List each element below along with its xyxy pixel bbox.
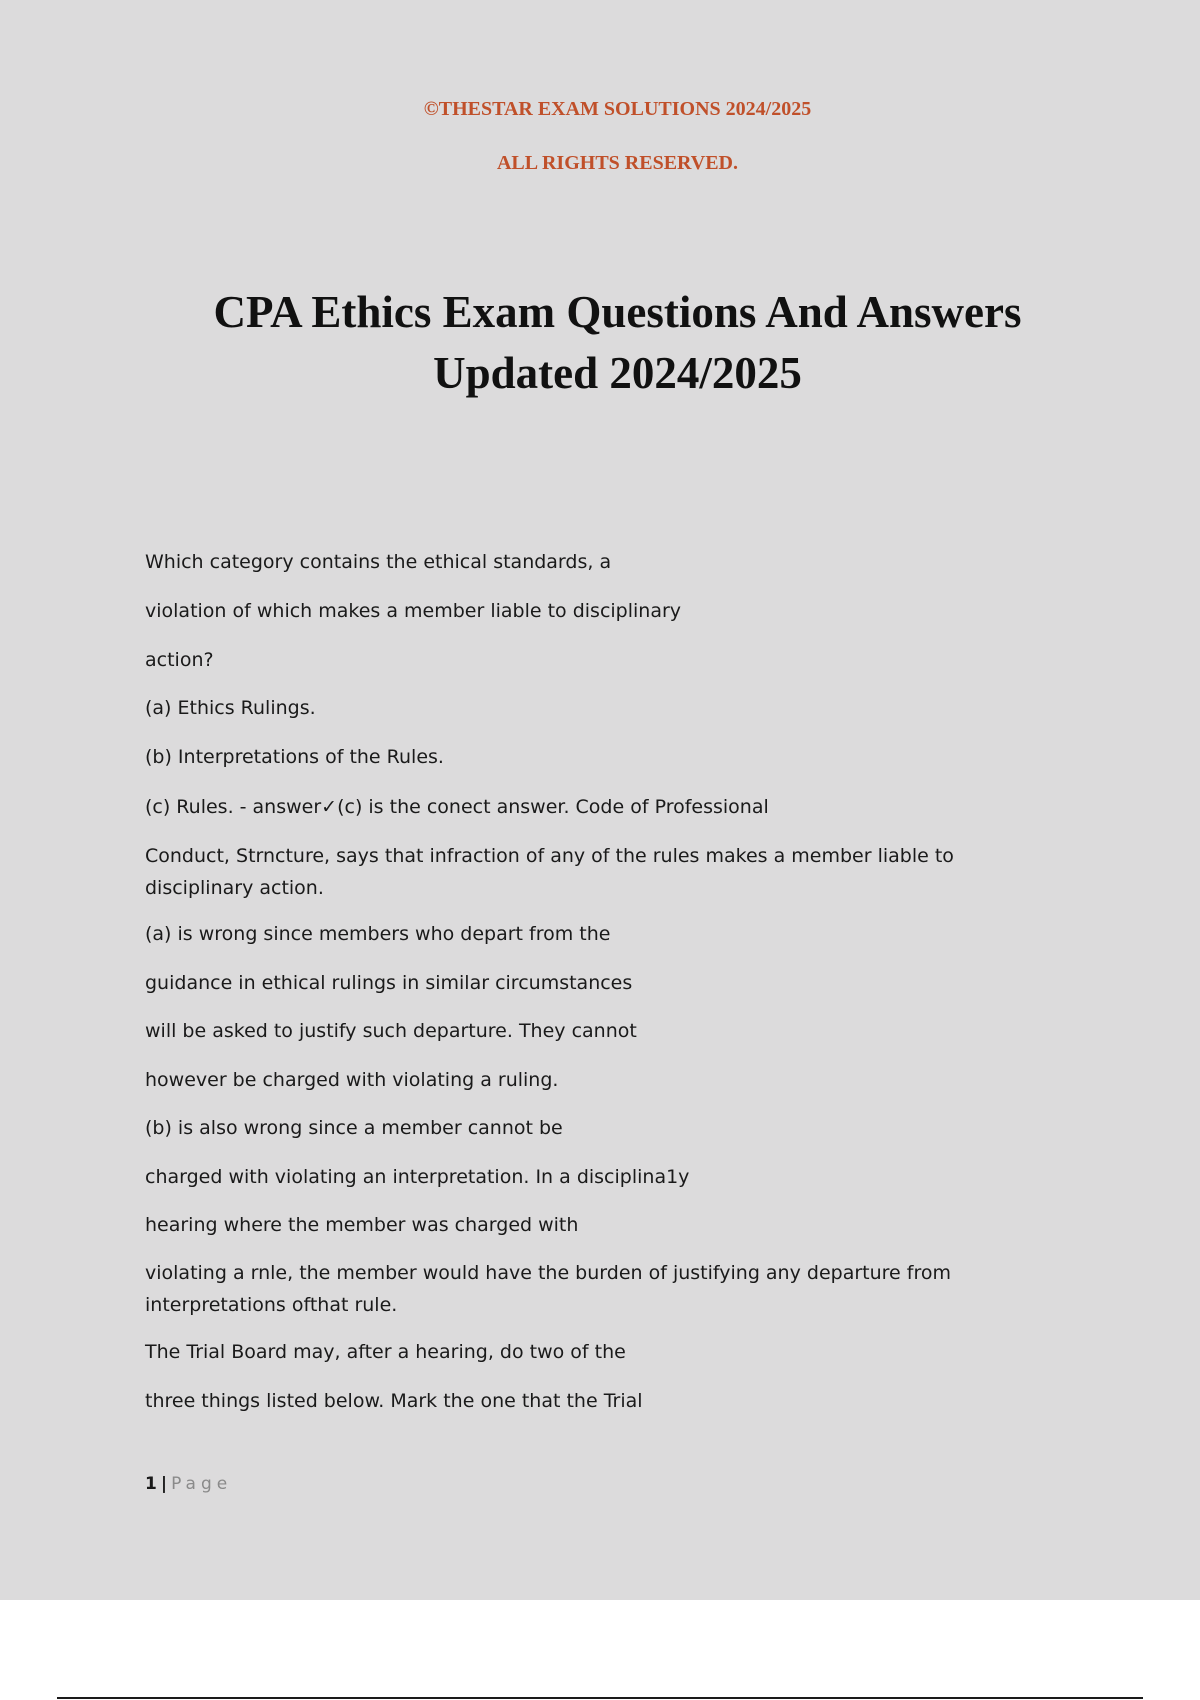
body-line: violation of which makes a member liable to disciplinary <box>145 600 682 622</box>
body-line: guidance in ethical rulings in similar circumstances <box>145 972 633 994</box>
page-number-footer <box>145 1474 232 1494</box>
page-label: Page <box>171 1474 233 1494</box>
body-line: (a) Ethics Rulings. <box>145 697 316 719</box>
body-line: Which category contains the ethical standards, a <box>145 551 612 573</box>
next-page-top-rule <box>57 1697 1143 1699</box>
body-line: charged with violating an interpretation. In a disciplina1y <box>145 1166 690 1188</box>
body-line: hearing where the member was charged with <box>145 1214 579 1236</box>
body-line: three things listed below. Mark the one that the Trial <box>145 1390 643 1412</box>
page-number: 1 <box>145 1474 157 1494</box>
answer-line: (c) Rules. - answer✓(c) is the conect answer. Code of Professional <box>145 796 769 818</box>
body-line: (b) is also wrong since a member cannot be <box>145 1117 563 1139</box>
title-line-1: CPA Ethics Exam Questions And Answers <box>213 287 1022 337</box>
title-line-2: Updated 2024/2025 <box>433 348 802 398</box>
body-paragraph: violating a rnle, the member would have the burden of justifying any departure from interpretations ofthat rule. <box>145 1262 951 1316</box>
body-line: (a) is wrong since members who depart from the <box>145 923 611 945</box>
body-line: (b) Interpretations of the Rules. <box>145 746 444 768</box>
body-line: action? <box>145 649 214 671</box>
body-line: however be charged with violating a ruling. <box>145 1069 559 1091</box>
copyright-notice: ©THESTAR EXAM SOLUTIONS 2024/2025 <box>423 98 812 120</box>
rights-reserved-notice: ALL RIGHTS RESERVED. <box>496 152 739 174</box>
body-line: will be asked to justify such departure. They cannot <box>145 1020 637 1042</box>
document-title <box>0 282 1200 404</box>
body-line: The Trial Board may, after a hearing, do two of the <box>145 1341 626 1363</box>
body-paragraph: Conduct, Strncture, says that infraction of any of the rules makes a member liable to disciplinary action. <box>145 845 954 899</box>
page-separator: | <box>160 1474 168 1494</box>
